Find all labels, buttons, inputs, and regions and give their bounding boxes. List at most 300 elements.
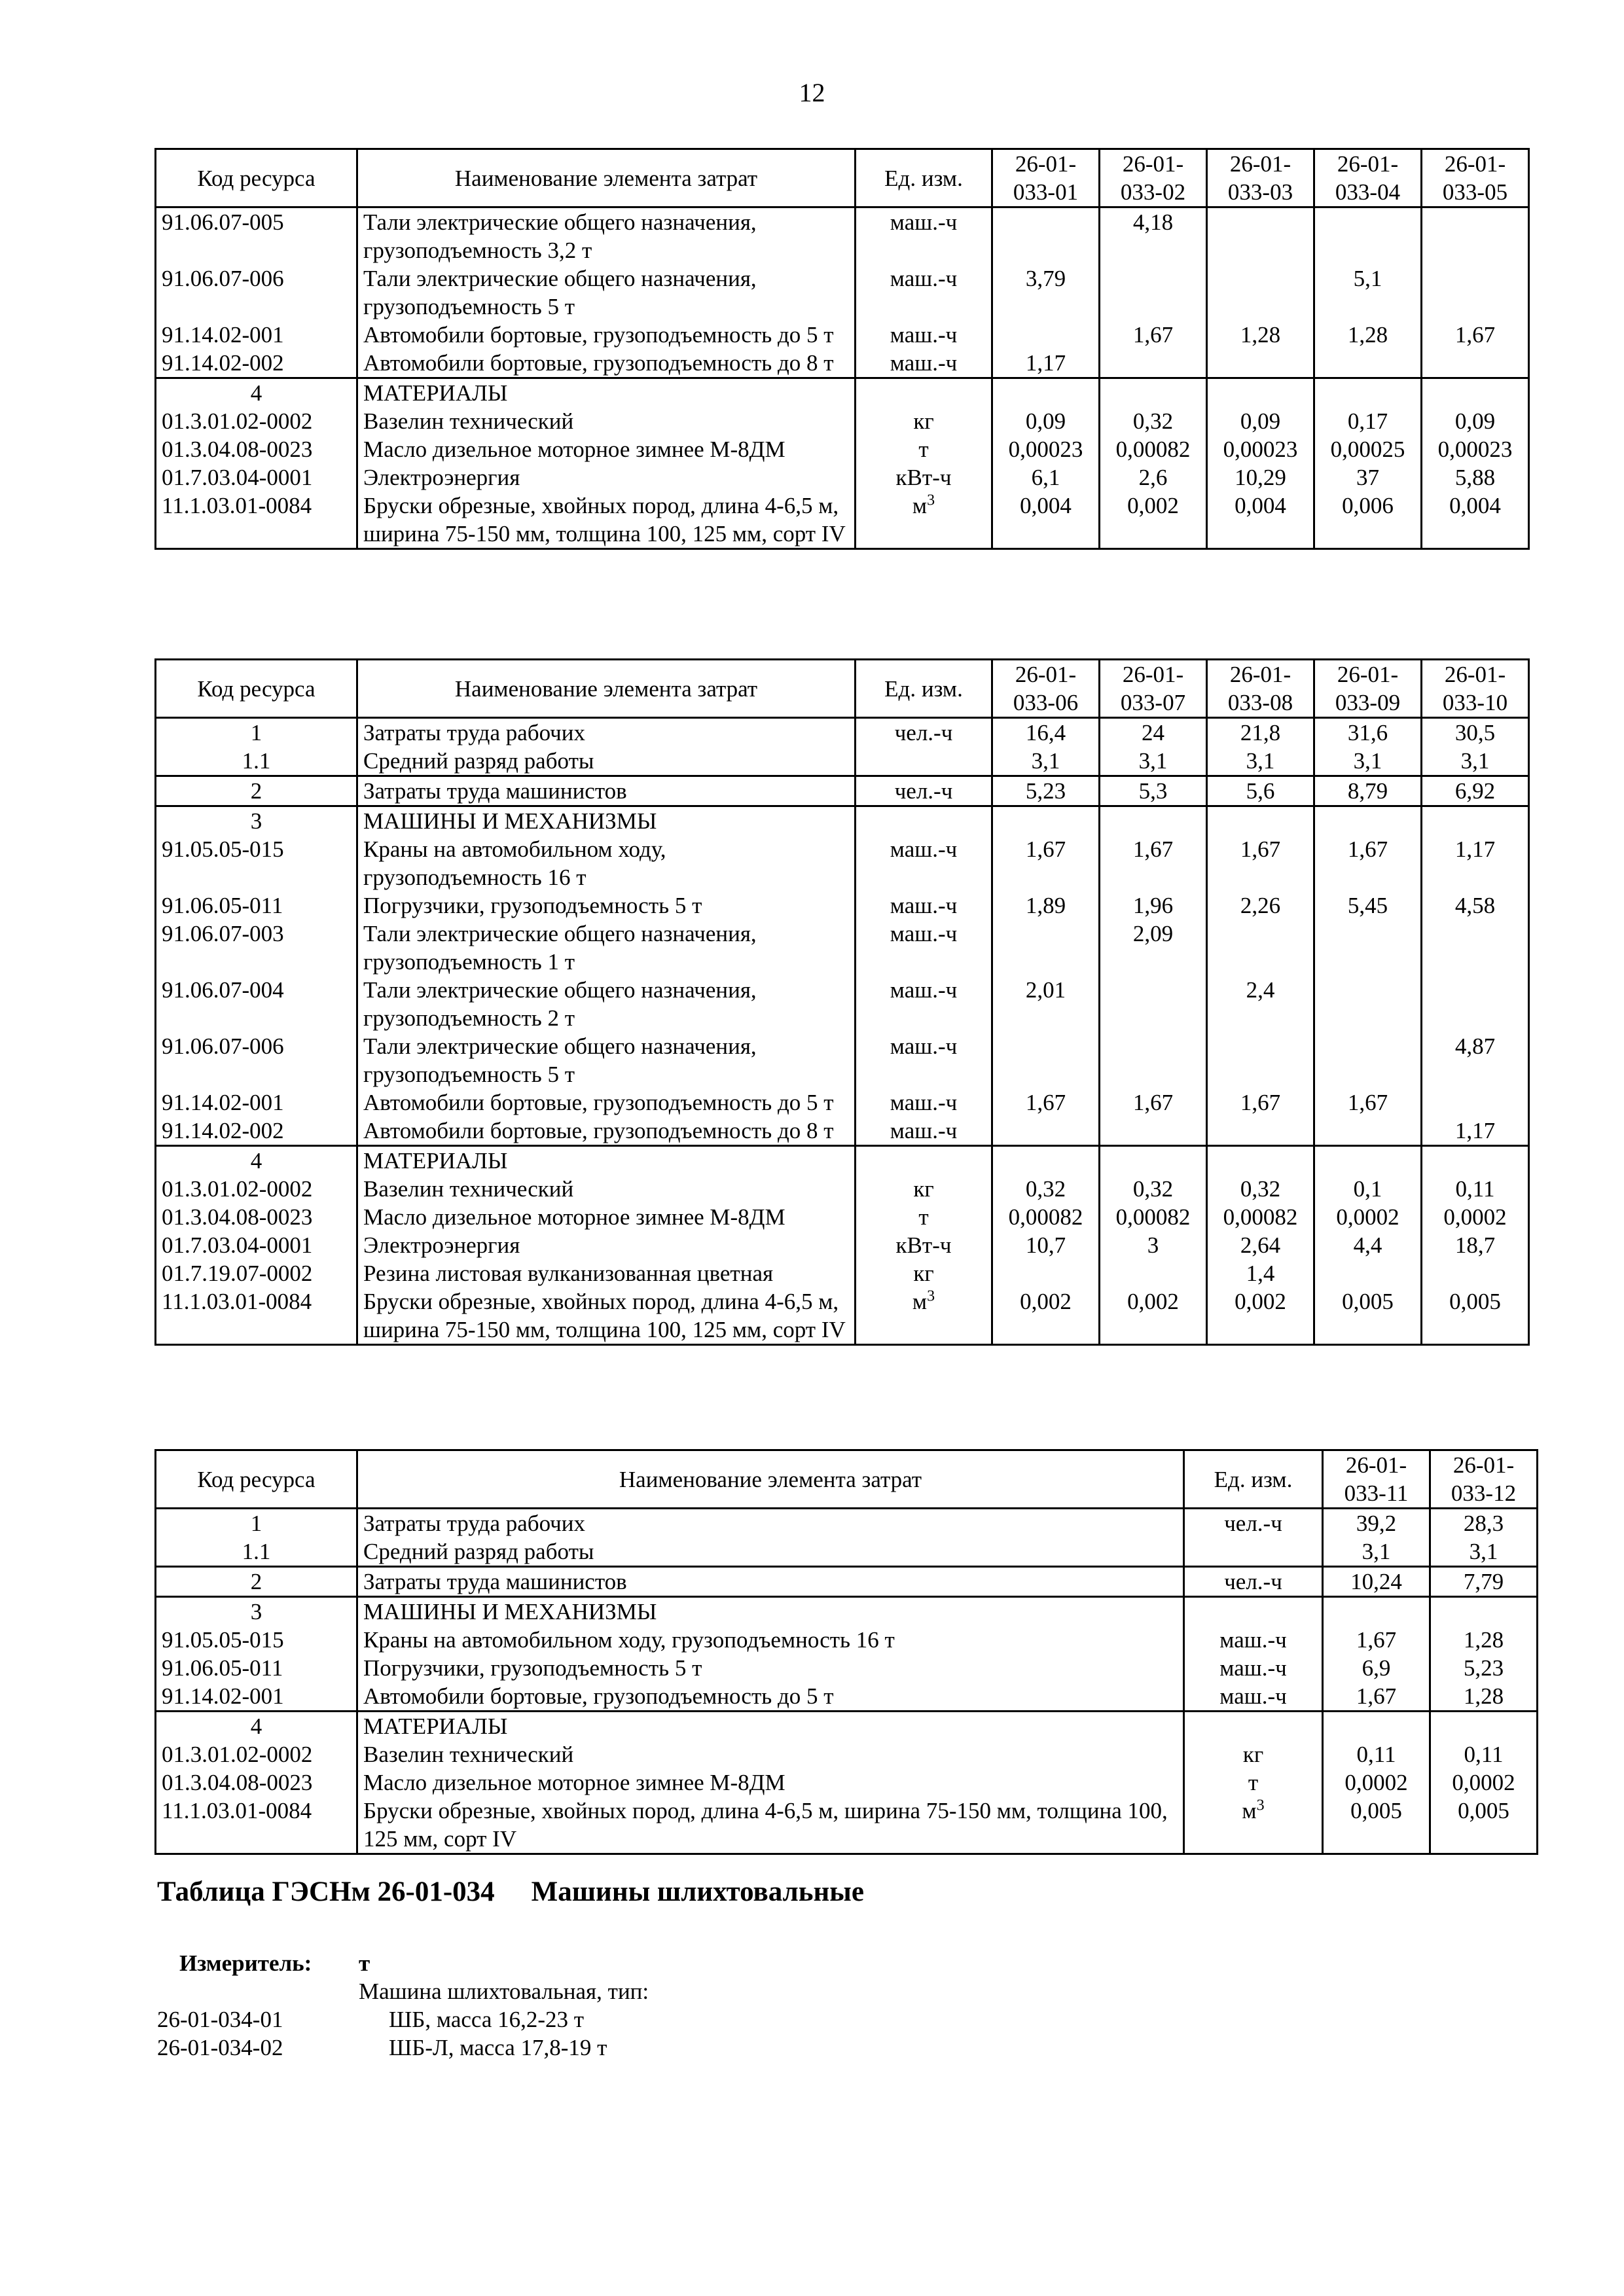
resource-unit bbox=[856, 1203, 992, 1231]
rate-value: 0,32 bbox=[1207, 1175, 1314, 1203]
resource-unit bbox=[856, 435, 992, 463]
table-row bbox=[156, 1797, 1538, 1854]
resource-name: Масло дизельное моторное зимнее М-8ДМ bbox=[357, 435, 856, 463]
rate-value: 31,6 bbox=[1314, 718, 1422, 747]
resource-code: 91.14.02-002 bbox=[156, 1117, 357, 1146]
rate-value bbox=[992, 1032, 1100, 1088]
resource-name: МАШИНЫ И МЕХАНИЗМЫ bbox=[357, 806, 856, 836]
rate-value bbox=[1422, 349, 1529, 378]
rate-value: 3,1 bbox=[992, 747, 1100, 776]
rate-value: 5,23 bbox=[992, 776, 1100, 806]
resource-name: Бруски обрезные, хвойных пород, длина 4-6,5 м, ширина 75-150 мм, толщина 100, 125 мм, сорт IV bbox=[357, 1287, 856, 1345]
table-row bbox=[156, 264, 1529, 321]
header-rate-column: 26-01-033-09 bbox=[1314, 660, 1422, 718]
rate-value: 5,6 bbox=[1207, 776, 1314, 806]
resource-name: Средний разряд работы bbox=[357, 1537, 1184, 1567]
rate-value: 3,79 bbox=[992, 264, 1100, 321]
rate-value bbox=[992, 321, 1100, 349]
resource-name: МАТЕРИАЛЫ bbox=[357, 1146, 856, 1175]
rate-value: 39,2 bbox=[1323, 1509, 1430, 1538]
resource-name: Электроэнергия bbox=[357, 1231, 856, 1259]
table-row bbox=[156, 1768, 1538, 1797]
resource-unit bbox=[856, 1117, 992, 1146]
resource-unit bbox=[856, 891, 992, 920]
header-rate-column: 26-01-033-11 bbox=[1323, 1450, 1430, 1509]
rate-value: 0,002 bbox=[1100, 492, 1207, 549]
resource-unit bbox=[856, 1259, 992, 1287]
unit-text: маш.-ч bbox=[890, 209, 958, 235]
resource-unit bbox=[856, 1287, 992, 1345]
rate-value: 0,11 bbox=[1430, 1740, 1538, 1768]
header-rate-column: 26-01-033-08 bbox=[1207, 660, 1314, 718]
resource-unit bbox=[856, 920, 992, 976]
rate-value bbox=[1207, 264, 1314, 321]
resource-name: Затраты труда рабочих bbox=[357, 718, 856, 747]
rate-value bbox=[1314, 806, 1422, 836]
rate-value: 5,23 bbox=[1430, 1654, 1538, 1682]
rate-value: 18,7 bbox=[1422, 1231, 1529, 1259]
rate-value: 30,5 bbox=[1422, 718, 1529, 747]
machine-type-intro: Машина шлихтовальная, тип: bbox=[359, 1979, 649, 2004]
resource-table-3 bbox=[154, 1449, 1538, 1855]
rate-value bbox=[1207, 1117, 1314, 1146]
rate-value bbox=[1323, 1597, 1430, 1626]
resource-code: 2 bbox=[156, 776, 357, 806]
rate-value: 3,1 bbox=[1430, 1537, 1538, 1567]
rate-value: 1,67 bbox=[992, 1088, 1100, 1117]
rate-value: 1,28 bbox=[1314, 321, 1422, 349]
rate-value bbox=[1422, 1259, 1529, 1287]
resource-code: 1.1 bbox=[156, 1537, 357, 1567]
rate-value: 0,32 bbox=[1100, 407, 1207, 435]
resource-name: Электроэнергия bbox=[357, 463, 856, 492]
resource-unit bbox=[856, 976, 992, 1032]
resource-unit bbox=[856, 407, 992, 435]
resource-code: 1 bbox=[156, 718, 357, 747]
rate-value: 10,24 bbox=[1323, 1567, 1430, 1597]
rate-value: 0,005 bbox=[1422, 1287, 1529, 1345]
rate-value bbox=[992, 378, 1100, 408]
unit-text: т bbox=[918, 1204, 929, 1230]
resource-name: Тали электрические общего назначения, грузоподъемность 5 т bbox=[357, 1032, 856, 1088]
rate-value: 1,67 bbox=[1207, 1088, 1314, 1117]
table-row bbox=[156, 349, 1529, 378]
table-row bbox=[156, 1740, 1538, 1768]
rate-value bbox=[1314, 207, 1422, 265]
unit-text: кг bbox=[913, 1176, 934, 1202]
unit-text: маш.-ч bbox=[890, 266, 958, 291]
resource-name: Масло дизельное моторное зимнее М-8ДМ bbox=[357, 1768, 1184, 1797]
rate-value: 1,17 bbox=[1422, 1117, 1529, 1146]
item-text: ШБ-Л, масса 17,8-19 т bbox=[389, 2035, 607, 2060]
resource-name: Автомобили бортовые, грузоподъемность до 8 т bbox=[357, 349, 856, 378]
rate-value: 7,79 bbox=[1430, 1567, 1538, 1597]
unit-text: м bbox=[1242, 1798, 1257, 1823]
table-row bbox=[156, 1259, 1529, 1287]
rate-value: 5,3 bbox=[1100, 776, 1207, 806]
next-table-code: Таблица ГЭСНм 26-01-034 bbox=[157, 1876, 495, 1907]
table-row bbox=[156, 1231, 1529, 1259]
header-rate-column: 26-01-033-03 bbox=[1207, 149, 1314, 207]
rate-value: 0,00082 bbox=[1100, 1203, 1207, 1231]
rate-value bbox=[1314, 1032, 1422, 1088]
rate-value bbox=[1422, 976, 1529, 1032]
resource-unit bbox=[856, 492, 992, 549]
rate-value: 6,92 bbox=[1422, 776, 1529, 806]
resource-name: Автомобили бортовые, грузоподъемность до 5 т bbox=[357, 1088, 856, 1117]
rate-value: 10,29 bbox=[1207, 463, 1314, 492]
table-header-row bbox=[156, 1450, 1538, 1509]
table-row bbox=[156, 920, 1529, 976]
rate-value: 1,67 bbox=[1207, 835, 1314, 891]
measure-value: т bbox=[359, 1950, 370, 1976]
resource-name: Средний разряд работы bbox=[357, 747, 856, 776]
table-row bbox=[156, 378, 1529, 408]
rate-value bbox=[1207, 349, 1314, 378]
rate-value bbox=[1323, 1712, 1430, 1741]
resource-name: Погрузчики, грузоподъемность 5 т bbox=[357, 1654, 1184, 1682]
resource-name: Тали электрические общего назначения, грузоподъемность 1 т bbox=[357, 920, 856, 976]
unit-text: м bbox=[912, 493, 928, 518]
table-row bbox=[156, 435, 1529, 463]
unit-text: маш.-ч bbox=[890, 836, 958, 862]
resource-unit bbox=[856, 1088, 992, 1117]
rate-value bbox=[1207, 1032, 1314, 1088]
unit-text: маш.-ч bbox=[890, 921, 958, 946]
resource-name: Автомобили бортовые, грузоподъемность до 5 т bbox=[357, 1682, 1184, 1712]
resource-code: 1.1 bbox=[156, 747, 357, 776]
resource-code: 91.14.02-001 bbox=[156, 1682, 357, 1712]
item-text: ШБ, масса 16,2-23 т bbox=[389, 2007, 585, 2032]
table-row bbox=[156, 1597, 1538, 1626]
unit-text: м bbox=[912, 1289, 928, 1314]
table-row bbox=[156, 776, 1529, 806]
rate-value: 0,004 bbox=[1422, 492, 1529, 549]
resource-unit bbox=[1184, 1740, 1323, 1768]
resource-code: 4 bbox=[156, 1146, 357, 1175]
table-row bbox=[156, 1654, 1538, 1682]
rate-value: 1,67 bbox=[1100, 1088, 1207, 1117]
resource-code: 01.3.01.02-0002 bbox=[156, 407, 357, 435]
rate-value: 3,1 bbox=[1207, 747, 1314, 776]
table-row bbox=[156, 1032, 1529, 1088]
rate-value bbox=[1100, 1259, 1207, 1287]
rate-value bbox=[1207, 806, 1314, 836]
unit-text: кг bbox=[1242, 1742, 1264, 1767]
rate-value bbox=[1207, 1146, 1314, 1175]
resource-unit bbox=[856, 463, 992, 492]
rate-value bbox=[992, 207, 1100, 265]
next-table-name: Машины шлихтовальные bbox=[531, 1876, 864, 1907]
resource-unit bbox=[1184, 1567, 1323, 1597]
rate-value bbox=[1100, 976, 1207, 1032]
measure-line bbox=[157, 1949, 370, 1977]
rate-value bbox=[992, 920, 1100, 976]
rate-value bbox=[1314, 378, 1422, 408]
header-name: Наименование элемента затрат bbox=[357, 149, 856, 207]
resource-name: Вазелин технический bbox=[357, 407, 856, 435]
table-row bbox=[156, 1682, 1538, 1712]
resource-unit bbox=[1184, 1597, 1323, 1626]
resource-code: 3 bbox=[156, 806, 357, 836]
unit-text: кг bbox=[913, 1261, 934, 1286]
resource-code: 01.3.04.08-0023 bbox=[156, 1203, 357, 1231]
rate-value bbox=[992, 1259, 1100, 1287]
rate-value: 0,0002 bbox=[1314, 1203, 1422, 1231]
table-row bbox=[156, 1537, 1538, 1567]
rate-value: 1,17 bbox=[992, 349, 1100, 378]
table-row bbox=[156, 1088, 1529, 1117]
rate-value: 16,4 bbox=[992, 718, 1100, 747]
header-rate-column: 26-01-033-04 bbox=[1314, 149, 1422, 207]
header-rate-column: 26-01-033-07 bbox=[1100, 660, 1207, 718]
rate-value: 0,00082 bbox=[992, 1203, 1100, 1231]
resource-table-1 bbox=[154, 148, 1530, 550]
rate-value: 0,004 bbox=[1207, 492, 1314, 549]
rate-value bbox=[992, 1146, 1100, 1175]
header-rate-column: 26-01-033-06 bbox=[992, 660, 1100, 718]
rate-value bbox=[1430, 1712, 1538, 1741]
rate-value bbox=[1314, 1259, 1422, 1287]
unit-text: т bbox=[918, 437, 929, 462]
rate-value: 3,1 bbox=[1100, 747, 1207, 776]
resource-name: Автомобили бортовые, грузоподъемность до 5 т bbox=[357, 321, 856, 349]
rate-value: 1,67 bbox=[1100, 321, 1207, 349]
resource-table-2 bbox=[154, 658, 1530, 1346]
header-rate-column: 26-01-033-05 bbox=[1422, 149, 1529, 207]
unit-text: кг bbox=[913, 408, 934, 434]
rate-value: 0,09 bbox=[1207, 407, 1314, 435]
rate-value: 4,4 bbox=[1314, 1231, 1422, 1259]
resource-name: Вазелин технический bbox=[357, 1740, 1184, 1768]
table-row bbox=[156, 1509, 1538, 1538]
rate-value: 6,1 bbox=[992, 463, 1100, 492]
unit-text: маш.-ч bbox=[1219, 1683, 1287, 1709]
header-unit: Ед. изм. bbox=[856, 149, 992, 207]
unit-text: чел.-ч bbox=[894, 778, 953, 804]
resource-name: Тали электрические общего назначения, грузоподъемность 3,2 т bbox=[357, 207, 856, 265]
rate-value: 4,18 bbox=[1100, 207, 1207, 265]
header-code: Код ресурса bbox=[156, 1450, 357, 1509]
rate-value: 3,1 bbox=[1314, 747, 1422, 776]
rate-value bbox=[1100, 1032, 1207, 1088]
rate-value: 1,17 bbox=[1422, 835, 1529, 891]
rate-value bbox=[1207, 378, 1314, 408]
rate-value: 0,005 bbox=[1314, 1287, 1422, 1345]
table-row bbox=[156, 407, 1529, 435]
rate-value: 0,00023 bbox=[1207, 435, 1314, 463]
rate-value: 0,00082 bbox=[1207, 1203, 1314, 1231]
table-row bbox=[156, 1567, 1538, 1597]
resource-code: 11.1.03.01-0084 bbox=[156, 1287, 357, 1345]
resource-unit bbox=[856, 1146, 992, 1175]
rate-value bbox=[1422, 378, 1529, 408]
measure-label: Измеритель: bbox=[179, 1950, 312, 1976]
rate-value: 1,4 bbox=[1207, 1259, 1314, 1287]
rate-value bbox=[992, 806, 1100, 836]
rate-value: 0,0002 bbox=[1430, 1768, 1538, 1797]
resource-name: МАТЕРИАЛЫ bbox=[357, 1712, 1184, 1741]
rate-value: 1,67 bbox=[992, 835, 1100, 891]
rate-value bbox=[1422, 920, 1529, 976]
resource-code: 91.05.05-015 bbox=[156, 1626, 357, 1654]
resource-name: МАТЕРИАЛЫ bbox=[357, 378, 856, 408]
unit-superscript: 3 bbox=[1256, 1797, 1265, 1814]
header-code: Код ресурса bbox=[156, 149, 357, 207]
rate-value: 1,96 bbox=[1100, 891, 1207, 920]
table-row bbox=[156, 1287, 1529, 1345]
rate-value: 8,79 bbox=[1314, 776, 1422, 806]
resource-code: 01.3.04.08-0023 bbox=[156, 435, 357, 463]
unit-text: маш.-ч bbox=[890, 977, 958, 1003]
header-rate-column: 26-01-033-02 bbox=[1100, 149, 1207, 207]
table-row bbox=[156, 747, 1529, 776]
resource-name: Резина листовая вулканизованная цветная bbox=[357, 1259, 856, 1287]
header-rate-column: 26-01-033-10 bbox=[1422, 660, 1529, 718]
rate-value: 1,67 bbox=[1422, 321, 1529, 349]
rate-value: 5,88 bbox=[1422, 463, 1529, 492]
resource-code: 4 bbox=[156, 378, 357, 408]
resource-code: 01.3.01.02-0002 bbox=[156, 1740, 357, 1768]
rate-value bbox=[1422, 207, 1529, 265]
resource-code: 91.14.02-001 bbox=[156, 321, 357, 349]
unit-text: маш.-ч bbox=[890, 350, 958, 376]
rate-value: 37 bbox=[1314, 463, 1422, 492]
header-unit: Ед. изм. bbox=[856, 660, 992, 718]
resource-unit bbox=[856, 1231, 992, 1259]
rate-value: 0,00025 bbox=[1314, 435, 1422, 463]
rate-value bbox=[1100, 806, 1207, 836]
rate-value: 10,7 bbox=[992, 1231, 1100, 1259]
resource-code: 01.7.19.07-0002 bbox=[156, 1259, 357, 1287]
resource-code: 1 bbox=[156, 1509, 357, 1538]
resource-name: Тали электрические общего назначения, грузоподъемность 5 т bbox=[357, 264, 856, 321]
unit-text: чел.-ч bbox=[894, 720, 953, 745]
resource-unit bbox=[1184, 1654, 1323, 1682]
rate-value bbox=[1422, 264, 1529, 321]
rate-value: 4,58 bbox=[1422, 891, 1529, 920]
rate-value bbox=[1314, 920, 1422, 976]
rate-value bbox=[1100, 264, 1207, 321]
rate-value: 0,005 bbox=[1323, 1797, 1430, 1854]
resource-code: 91.05.05-015 bbox=[156, 835, 357, 891]
rate-value: 5,1 bbox=[1314, 264, 1422, 321]
resource-name: Погрузчики, грузоподъемность 5 т bbox=[357, 891, 856, 920]
header-rate-column: 26-01-033-12 bbox=[1430, 1450, 1538, 1509]
rate-value: 1,67 bbox=[1100, 835, 1207, 891]
table-row bbox=[156, 1117, 1529, 1146]
rate-value bbox=[1100, 1117, 1207, 1146]
resource-unit bbox=[1184, 1768, 1323, 1797]
header-unit: Ед. изм. bbox=[1184, 1450, 1323, 1509]
resource-name: Тали электрические общего назначения, грузоподъемность 2 т bbox=[357, 976, 856, 1032]
resource-code: 91.06.05-011 bbox=[156, 1654, 357, 1682]
next-table-title bbox=[157, 1876, 864, 1908]
rate-value: 0,11 bbox=[1323, 1740, 1430, 1768]
item-code: 26-01-034-01 bbox=[157, 2007, 283, 2032]
resource-name: Бруски обрезные, хвойных пород, длина 4-6,5 м, ширина 75-150 мм, толщина 100, 125 мм, сорт IV bbox=[357, 492, 856, 549]
resource-unit bbox=[856, 718, 992, 747]
rate-value: 24 bbox=[1100, 718, 1207, 747]
rate-value: 0,11 bbox=[1422, 1175, 1529, 1203]
table-row bbox=[156, 806, 1529, 836]
rate-value: 0,0002 bbox=[1323, 1768, 1430, 1797]
resource-code: 91.06.07-006 bbox=[156, 264, 357, 321]
table-row bbox=[156, 321, 1529, 349]
rate-value bbox=[992, 1117, 1100, 1146]
unit-text: маш.-ч bbox=[890, 1118, 958, 1143]
table-row bbox=[156, 1146, 1529, 1175]
rate-value: 4,87 bbox=[1422, 1032, 1529, 1088]
resource-unit bbox=[856, 321, 992, 349]
unit-text: т bbox=[1248, 1770, 1259, 1795]
rate-value bbox=[1314, 976, 1422, 1032]
resource-unit bbox=[856, 747, 992, 776]
rate-value: 0,00082 bbox=[1100, 435, 1207, 463]
rate-value: 1,67 bbox=[1323, 1626, 1430, 1654]
resource-unit bbox=[1184, 1626, 1323, 1654]
unit-text: маш.-ч bbox=[890, 893, 958, 918]
rate-value: 1,28 bbox=[1207, 321, 1314, 349]
rate-value: 0,17 bbox=[1314, 407, 1422, 435]
unit-text: маш.-ч bbox=[890, 1033, 958, 1059]
resource-unit bbox=[1184, 1509, 1323, 1538]
rate-value bbox=[1314, 1117, 1422, 1146]
rate-value: 0,1 bbox=[1314, 1175, 1422, 1203]
header-name: Наименование элемента затрат bbox=[357, 1450, 1184, 1509]
rate-value bbox=[1207, 207, 1314, 265]
unit-text: маш.-ч bbox=[890, 1090, 958, 1115]
resource-code: 01.7.03.04-0001 bbox=[156, 463, 357, 492]
unit-superscript: 3 bbox=[927, 492, 935, 509]
rate-value: 6,9 bbox=[1323, 1654, 1430, 1682]
rate-value: 0,004 bbox=[992, 492, 1100, 549]
table-row bbox=[156, 891, 1529, 920]
resource-name: Масло дизельное моторное зимнее М-8ДМ bbox=[357, 1203, 856, 1231]
resource-unit bbox=[856, 264, 992, 321]
resource-name: Краны на автомобильном ходу, грузоподъемность 16 т bbox=[357, 1626, 1184, 1654]
resource-code: 91.14.02-001 bbox=[156, 1088, 357, 1117]
table-header-row bbox=[156, 660, 1529, 718]
rate-value: 2,64 bbox=[1207, 1231, 1314, 1259]
resource-code: 91.06.05-011 bbox=[156, 891, 357, 920]
rate-value: 0,00023 bbox=[992, 435, 1100, 463]
table-row bbox=[156, 1626, 1538, 1654]
resource-unit bbox=[1184, 1797, 1323, 1854]
resource-unit bbox=[1184, 1682, 1323, 1712]
rate-value bbox=[1100, 378, 1207, 408]
resource-unit bbox=[856, 1032, 992, 1088]
rate-value: 2,6 bbox=[1100, 463, 1207, 492]
resource-name: Краны на автомобильном ходу, грузоподъемность 16 т bbox=[357, 835, 856, 891]
unit-text: маш.-ч bbox=[1219, 1627, 1287, 1653]
resource-code: 91.06.07-006 bbox=[156, 1032, 357, 1088]
rate-value: 5,45 bbox=[1314, 891, 1422, 920]
header-code: Код ресурса bbox=[156, 660, 357, 718]
rate-value: 0,09 bbox=[1422, 407, 1529, 435]
table-row bbox=[156, 492, 1529, 549]
rate-value: 0,002 bbox=[992, 1287, 1100, 1345]
rate-value: 2,4 bbox=[1207, 976, 1314, 1032]
unit-superscript: 3 bbox=[927, 1287, 935, 1305]
rate-value bbox=[1430, 1597, 1538, 1626]
rate-value: 2,09 bbox=[1100, 920, 1207, 976]
rate-value: 28,3 bbox=[1430, 1509, 1538, 1538]
machine-type-item bbox=[157, 2034, 607, 2062]
item-code: 26-01-034-02 bbox=[157, 2035, 283, 2060]
rate-value: 0,09 bbox=[992, 407, 1100, 435]
resource-unit bbox=[1184, 1537, 1323, 1567]
